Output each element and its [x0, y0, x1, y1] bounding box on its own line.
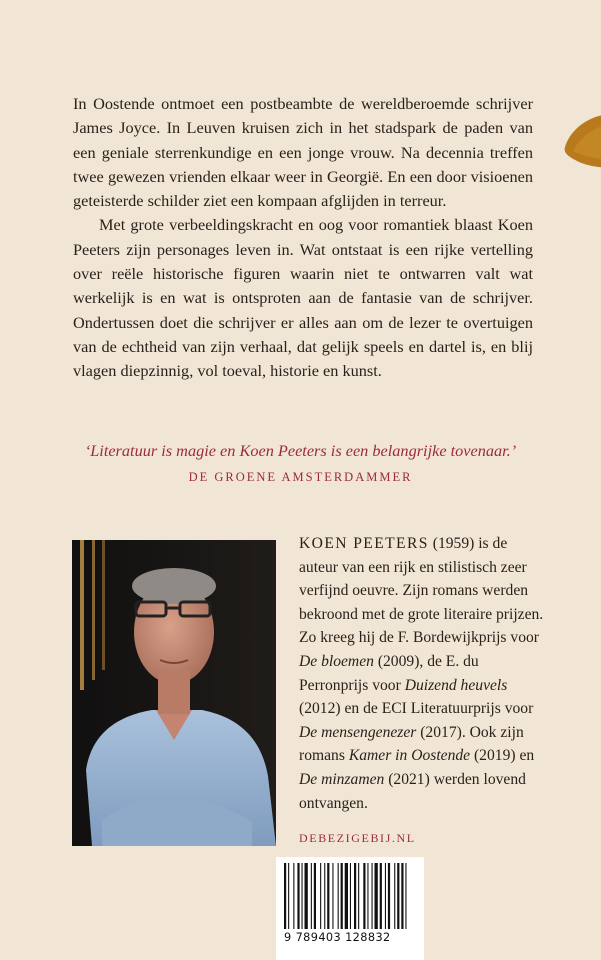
book-title: Duizend heuvels — [404, 676, 508, 694]
author-photo — [72, 540, 276, 846]
publisher-url: DEBEZIGEBIJ.NL — [299, 831, 416, 845]
back-cover-blurb — [73, 92, 533, 384]
isbn-number: 9 789403 128832 — [284, 931, 391, 944]
book-title: De mensengenezer — [299, 723, 417, 741]
blurb-paragraph-1: In Oostende ontmoet een postbeambte de wereldberoemde schrijver James Joyce. In Leuven kruisen zich in het stadspark de paden van een geniale sterrenkundige en een jonge vrouw. Na decennia treffen twee gewezen vrienden elkaar weer in Georgië. En een door visioenen geteisterde schilder ziet een kompaan afglijden in terreur. — [73, 94, 533, 211]
review-source: DE GROENE AMSTERDAMMER — [188, 470, 413, 484]
book-title: De bloemen — [299, 652, 374, 670]
review-quote: ‘Literatuur is magie en Koen Peeters is een belangrijke tovenaar.’ — [84, 441, 517, 460]
ochre-paint-blob — [563, 111, 601, 169]
book-title: Kamer in Oostende — [348, 747, 471, 765]
book-title: De minzamen — [299, 770, 385, 788]
isbn-barcode — [276, 857, 424, 960]
author-bio: KOEN PEETERS (1959) is de auteur van een rijk en stilistisch zeer verfijnd oeuvre. Zijn romans werden bekroond met de grote literaire prijzen. Zo kreeg hij de F. Bordewijkprijs voor De bloemen (2009), de E. du Perronprijs voor Duizend heuvels (2012) en de ECI Literatuurprijs voor De mensengenezer (2017). Ook zijn romans Kamer in Oostende (2019) en De minzamen (2021) werden lovend ontvangen. — [299, 535, 544, 812]
author-name: KOEN PEETERS — [299, 535, 429, 552]
blurb-paragraph-2: Met grote verbeeldingskracht en oog voor romantiek blaast Koen Peeters zijn personages leven in. Wat ontstaat is een rijke vertelling over reële historische figuren waarin niet te ontwarren valt wat werkelijk is en wat is ontsproten aan de fantasie van de schrijver. Ondertussen doet die schrijver er alles aan om de lezer te overtuigen van de echtheid van zijn verhaal, dat gelijk speels en dartel is, en blij vlagen diepzinnig, vol toeval, historie en kunst. — [73, 215, 533, 381]
barcode-bars — [284, 863, 416, 929]
